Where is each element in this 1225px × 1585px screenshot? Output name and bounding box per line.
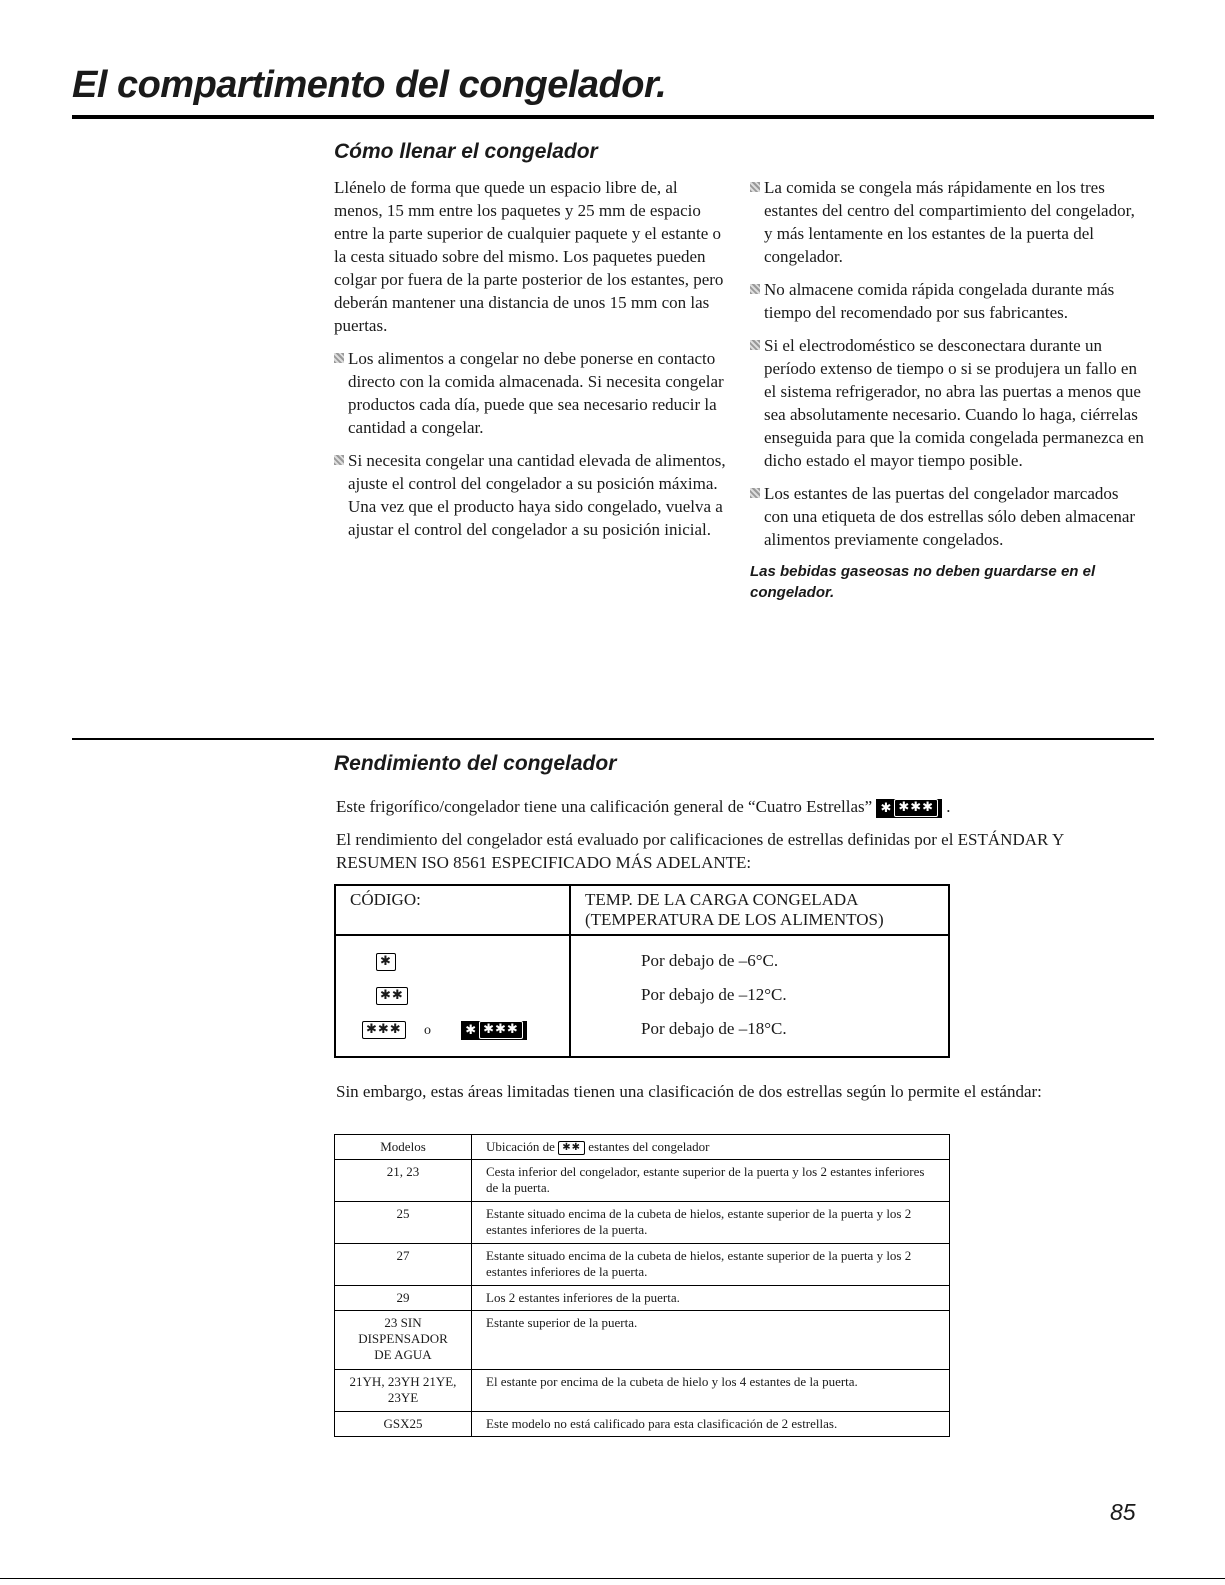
bottom-border <box>0 1578 1225 1579</box>
table-header-row <box>335 885 949 935</box>
table-row: 25 Estante situado encima de la cubeta de hielos, estante superior de la puerta y los 2 estantes inferiores de la puerta. <box>335 1202 950 1244</box>
table-row: 21, 23 Cesta inferior del congelador, estante superior de la puerta y los 2 estantes inferiores de la puerta. <box>335 1160 950 1202</box>
limited-areas-paragraph: Sin embargo, estas áreas limitadas tienen una clasificación de dos estrellas según lo permite el estándar: <box>336 1082 1042 1101</box>
list-item: Los alimentos a congelar no debe ponerse en contacto directo con la comida almacenada. Si necesita congelar productos cada día, puede que sea necesario reducir la cantidad a congelar. <box>334 347 726 439</box>
codes-cell: ✱ ✱✱ ✱✱✱ o ✱ ✱✱✱ <box>335 935 570 1057</box>
intro-paragraph: Llénelo de forma que quede un espacio libre de, al menos, 15 mm entre los paquetes y 25 mm de espacio entre la parte superior de cualquier paquete y el estante o la cesta situado sobre del mismo. Los paquetes pueden colgar por fuera de la parte posterior de los estantes, pero deberán mantener una distancia de unos 15 mm con las puertas. <box>334 178 724 335</box>
section-heading-performance: Rendimiento del congelador <box>334 752 617 775</box>
table-row <box>335 935 949 1057</box>
title-rule <box>72 115 1154 119</box>
table-header-row <box>335 1135 950 1160</box>
bullet-icon <box>750 182 760 192</box>
bullet-icon <box>334 353 344 363</box>
three-star-icon: ✱✱✱ <box>362 1021 406 1039</box>
bullet-icon <box>750 284 760 294</box>
list-item: No almacene comida rápida congelada durante más tiempo del recomendado por sus fabricantes. <box>750 278 1145 324</box>
bullet-icon <box>334 455 344 465</box>
one-star-icon: ✱ <box>376 953 396 971</box>
location-header: Ubicación de ✱✱ estantes del congelador <box>472 1135 950 1160</box>
page-number: 85 <box>1110 1499 1136 1525</box>
four-star-icon: ✱ ✱✱✱ <box>876 799 942 818</box>
four-star-icon: ✱ ✱✱✱ <box>461 1021 527 1040</box>
two-star-icon: ✱✱ <box>558 1141 585 1155</box>
table-row: GSX25 Este modelo no está calificado para esta clasificación de 2 estrellas. <box>335 1412 950 1437</box>
rating-paragraph: Este frigorífico/congelador tiene una calificación general de “Cuatro Estrellas” ✱ ✱✱✱ . <box>336 797 951 816</box>
page-title: El compartimento del congelador. <box>72 64 667 106</box>
list-item: Si necesita congelar una cantidad elevada de alimentos, ajuste el control del congelador a su posición máxima. Una vez que el producto haya sido congelado, vuelva a ajustar el control del congelador a su posición inicial. <box>334 449 726 541</box>
models-header: Modelos <box>335 1135 472 1160</box>
standard-paragraph: El rendimiento del congelador está evaluado por calificaciones de estrellas definidas por el ESTÁNDAR Y RESUMEN ISO 8561 ESPECIFICADO MÁS ADELANTE: <box>336 830 1064 872</box>
table-row: 23 SIN DISPENSADOR DE AGUA Estante superior de la puerta. <box>335 1311 950 1370</box>
section-heading-filling: Cómo llenar el congelador <box>334 140 598 163</box>
star-rating-table <box>334 884 950 1058</box>
section-divider <box>72 738 1154 740</box>
bullet-icon <box>750 488 760 498</box>
two-star-icon: ✱✱ <box>376 987 408 1005</box>
list-item: La comida se congela más rápidamente en los tres estantes del centro del compartimiento del congelador, y más lentamente en los estantes de la puerta del congelador. <box>750 176 1145 268</box>
temps-cell: Por debajo de –6°C. Por debajo de –12°C. Por debajo de –18°C. <box>570 935 949 1057</box>
warning-note: Las bebidas gaseosas no deben guardarse en el congelador. <box>750 563 1096 601</box>
table-row: 29 Los 2 estantes inferiores de la puerta. <box>335 1286 950 1311</box>
bullet-icon <box>750 340 760 350</box>
left-column <box>334 176 726 551</box>
two-star-areas-table <box>334 1134 950 1437</box>
temp-header: TEMP. DE LA CARGA CONGELADA (TEMPERATURA DE LOS ALIMENTOS) <box>570 885 949 935</box>
list-item: Si el electrodoméstico se desconectara durante un período extenso de tiempo o si se produjera un fallo en el sistema refrigerador, no abra las puertas a menos que sea absolutamente necesario. Cuando lo haga, ciérrelas enseguida para que la comida congelada permanezca en dicho estado el mayor tiempo posible. <box>750 334 1145 472</box>
list-item: Los estantes de las puertas del congelador marcados con una etiqueta de dos estrellas sólo deben almacenar alimentos previamente congelados. <box>750 482 1145 551</box>
table-row: 21YH, 23YH 21YE, 23YE El estante por encima de la cubeta de hielo y los 4 estantes de la puerta. <box>335 1370 950 1412</box>
code-header: CÓDIGO: <box>335 885 570 935</box>
table-row: 27 Estante situado encima de la cubeta de hielos, estante superior de la puerta y los 2 estantes inferiores de la puerta. <box>335 1244 950 1286</box>
right-column <box>750 176 1145 603</box>
